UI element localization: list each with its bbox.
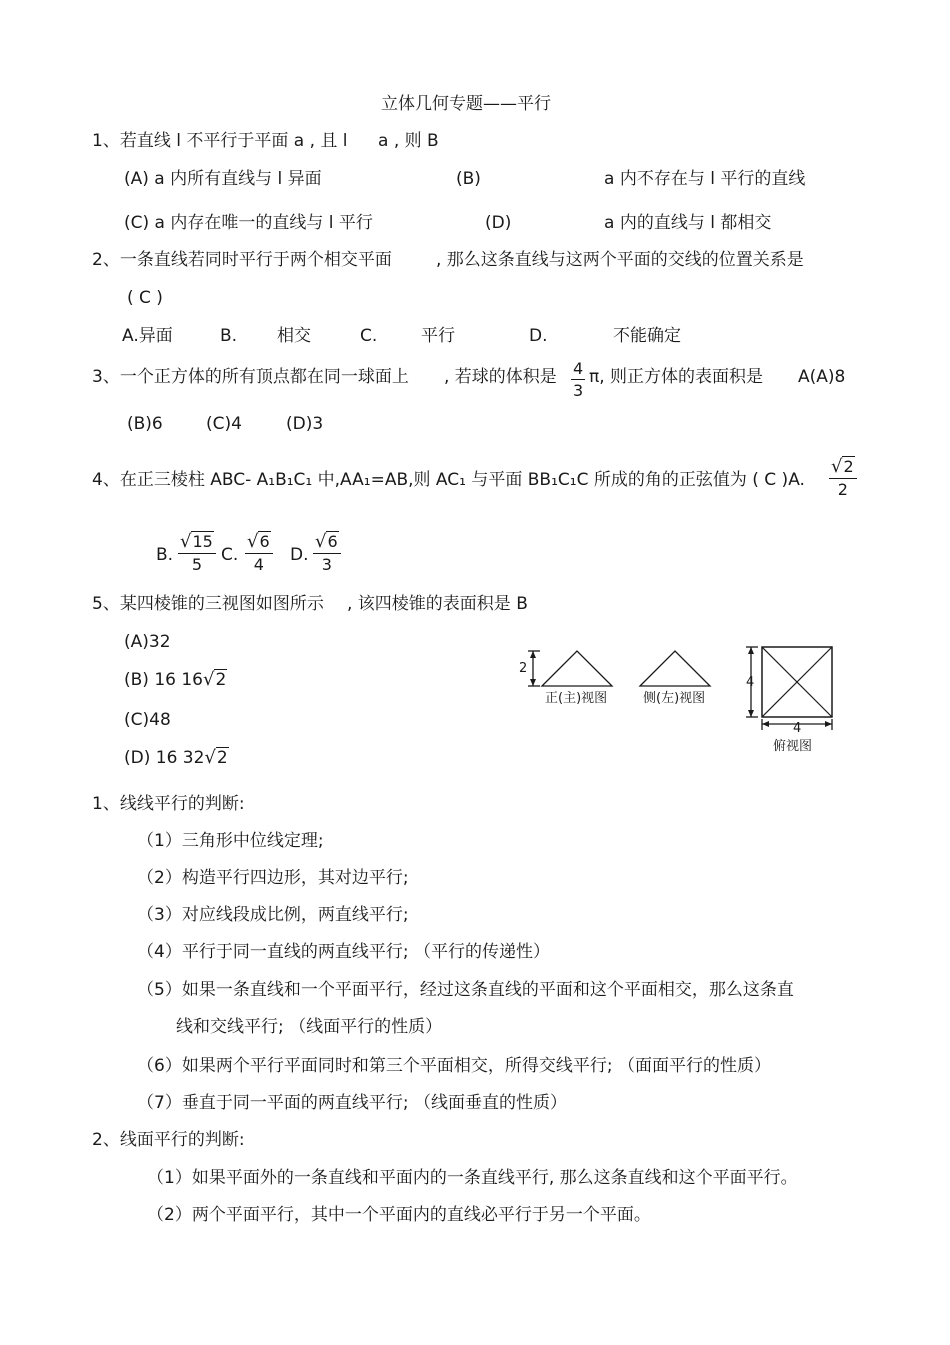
q3-stem: 3、一个正方体的所有顶点都在同一球面上	[92, 367, 409, 387]
q4-d-den: 3	[321, 555, 332, 574]
section1-item: （7）垂直于同一平面的两直线平行; （线面垂直的性质）	[137, 1093, 567, 1113]
q2-stem: 2、一条直线若同时平行于两个相交平面	[92, 250, 392, 270]
q5-stem: 5、某四棱锥的三视图如图所示	[92, 594, 324, 614]
q1-stem-end: a , 则 B	[378, 131, 439, 151]
q2-option-b-label: B.	[220, 326, 238, 346]
q5-option-b: (B) 16 16√2	[124, 669, 227, 690]
q1-option-d-label: (D)	[485, 213, 512, 233]
q5-option-b-text: (B) 16 16	[124, 670, 203, 690]
q3-option-c: (C)4	[206, 414, 242, 434]
q5-option-d: (D) 16 32√2	[124, 747, 228, 768]
q3-fraction-num: 4	[573, 359, 584, 378]
q5-stem-end: , 该四棱锥的表面积是 B	[347, 594, 528, 614]
q4-option-b-label: B.	[156, 545, 174, 565]
section1-item: 线和交线平行; （线面平行的性质）	[176, 1017, 443, 1037]
page-title: 立体几何专题——平行	[381, 94, 551, 114]
q4-option-d-fraction: $\frac{√6}{3}$	[313, 533, 341, 573]
q4-option-c-label: C.	[221, 545, 239, 565]
q1-option-c: (C) a 内存在唯一的直线与 l 平行	[124, 213, 373, 233]
q5-d-radicand: 2	[216, 748, 228, 768]
fig-bottom-label: 4	[793, 721, 802, 736]
q3-stem-mid: , 若球的体积是	[444, 367, 557, 387]
front-view-label: 正(主)视图	[545, 691, 608, 706]
q4-c-den: 4	[253, 555, 264, 574]
front-view-triangle	[542, 651, 612, 686]
q1-option-b-text: a 内不存在与 l 平行的直线	[604, 169, 806, 189]
top-view-label: 俯视图	[773, 739, 813, 754]
q1-option-a: (A) a 内所有直线与 l 异面	[124, 169, 322, 189]
section1-item: （6）如果两个平行平面同时和第三个平面相交，所得交线平行; （面面平行的性质）	[137, 1056, 771, 1076]
side-view-triangle	[640, 651, 710, 686]
q3-option-b: (B)6	[127, 414, 163, 434]
q4-c-radicand: 6	[259, 532, 270, 551]
section1-item: （4）平行于同一直线的两直线平行; （平行的传递性）	[137, 942, 550, 962]
q2-option-c-text: 平行	[421, 326, 455, 346]
section1-heading: 1、线线平行的判断:	[92, 794, 245, 814]
section2-item: （1）如果平面外的一条直线和平面内的一条直线平行, 那么这条直线和这个平面平行。	[147, 1168, 798, 1188]
q4-option-c-fraction: $\frac{√6}{4}$	[245, 533, 273, 573]
fig-side-label: 4	[746, 675, 755, 690]
q2-answer: ( C )	[127, 288, 163, 308]
q3-stem-end: π, 则正方体的表面积是	[589, 367, 764, 387]
q2-option-b-text: 相交	[277, 326, 311, 346]
q4-b-den: 5	[191, 555, 203, 574]
q4-option-a-fraction: $\frac{√2}{2}$	[829, 458, 857, 498]
q5-b-radicand: 2	[215, 670, 227, 690]
q4-stem: 4、在正三棱柱 ABC- A₁B₁C₁ 中,AA₁=AB,则 AC₁ 与平面 BB₁C₁C 所成的角的正弦值为 ( C )A.	[92, 470, 805, 490]
q3-option-a: A(A)8	[798, 367, 846, 387]
q2-option-a: A.异面	[122, 326, 173, 346]
q1-option-b-label: (B)	[456, 169, 481, 189]
q4-option-b-fraction: $\frac{√15}{5}$	[178, 533, 216, 573]
q2-option-c-label: C.	[360, 326, 378, 346]
q1-stem: 1、若直线 l 不平行于平面 a , 且 l	[92, 131, 348, 151]
q4-option-d-label: D.	[290, 545, 309, 565]
fig-height-label: 2	[519, 661, 528, 676]
q5-option-d-text: (D) 16 32	[124, 748, 205, 768]
q3-fraction-den: 3	[573, 381, 584, 400]
section1-item: （1）三角形中位线定理;	[137, 831, 324, 851]
section1-item: （5）如果一条直线和一个平面平行，经过这条直线的平面和这个平面相交，那么这条直	[137, 980, 794, 1000]
q2-stem-end: , 那么这条直线与这两个平面的交线的位置关系是	[436, 250, 804, 270]
q3-fraction	[571, 361, 585, 399]
section2-heading: 2、线面平行的判断:	[92, 1130, 245, 1150]
q4-a-den: 2	[837, 480, 848, 499]
section1-item: （2）构造平行四边形，其对边平行;	[137, 868, 409, 888]
q5-option-a: (A)32	[124, 632, 171, 652]
side-view-label: 侧(左)视图	[643, 691, 706, 706]
q3-option-d: (D)3	[286, 414, 324, 434]
q1-option-d-text: a 内的直线与 l 都相交	[604, 213, 772, 233]
q5-option-c: (C)48	[124, 710, 171, 730]
q2-option-d-text: 不能确定	[613, 326, 681, 346]
q4-b-radicand: 15	[192, 532, 213, 551]
section2-item: （2）两个平面平行，其中一个平面内的直线必平行于另一个平面。	[147, 1205, 651, 1225]
q4-d-radicand: 6	[327, 532, 338, 551]
q2-option-d-label: D.	[529, 326, 548, 346]
section1-item: （3）对应线段成比例，两直线平行;	[137, 905, 409, 925]
q4-a-radicand: 2	[843, 457, 854, 476]
